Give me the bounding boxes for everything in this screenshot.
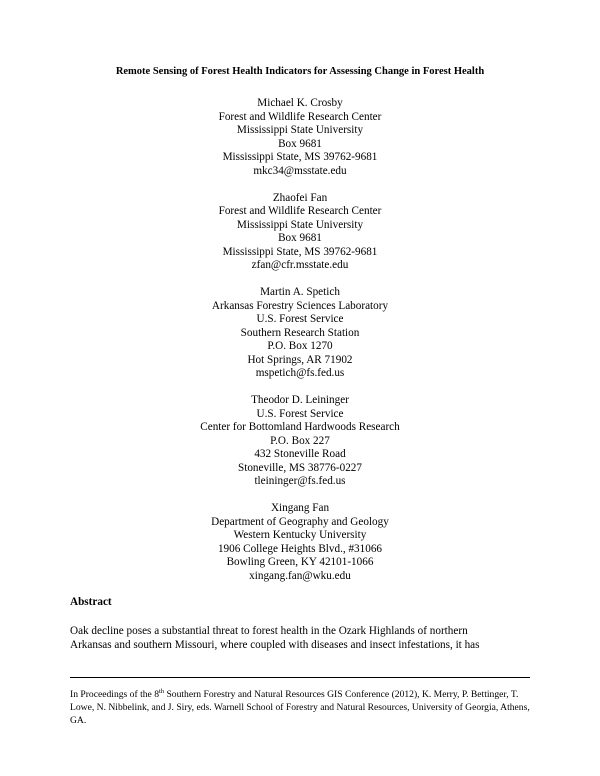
author-address: Hot Springs, AR 71902 — [247, 353, 353, 366]
author-name: Theodor D. Leininger — [251, 394, 349, 406]
author-block — [0, 192, 600, 273]
paper-title: Remote Sensing of Forest Health Indicators for Assessing Change in Forest Health — [115, 66, 485, 77]
author-address: Bowling Green, KY 42101-1066 — [226, 556, 374, 568]
abstract-body — [70, 625, 540, 652]
author-list — [0, 97, 600, 597]
author-affiliation: Forest and Wildlife Research Center — [218, 205, 382, 217]
author-address: P.O. Box 227 — [270, 434, 330, 447]
author-address: P.O. Box 1270 — [267, 340, 333, 352]
author-email: tleininger@fs.fed.us — [254, 475, 346, 487]
author-block — [0, 502, 600, 583]
footnote-text: Southern Forestry and Natural Resources GIS Conference (2012), K. Merry, P. Bettinger, T. Lowe, N. Nibbelink, and J. Siry, eds. Warnell School of Forestry and Natural Resources, University of Georgia, Athens, GA. — [70, 689, 530, 726]
author-affiliation: Department of Geography and Geology — [211, 515, 389, 528]
author-institution: Mississippi State University — [236, 124, 364, 136]
author-name: Martin A. Spetich — [260, 286, 340, 298]
author-address: Mississippi State, MS 39762-9681 — [222, 245, 378, 258]
footnote-ordinal: th — [159, 687, 165, 695]
abstract-heading: Abstract — [70, 596, 112, 608]
author-name: Zhaofei Fan — [272, 191, 328, 204]
author-name: Michael K. Crosby — [257, 97, 343, 109]
author-email: mspetich@fs.fed.us — [255, 367, 345, 379]
author-institution: Southern Research Station — [240, 326, 360, 339]
author-institution: Western Kentucky University — [233, 529, 367, 541]
author-institution: Mississippi State University — [236, 218, 364, 231]
proceedings-footnote — [70, 688, 540, 727]
author-address: 1906 College Heights Blvd., #31066 — [217, 542, 383, 555]
author-affiliation: U.S. Forest Service — [256, 407, 344, 420]
author-affiliation: Arkansas Forestry Sciences Laboratory — [211, 299, 389, 312]
footnote-text: In Proceedings of the 8 — [70, 689, 159, 700]
author-block — [0, 394, 600, 489]
author-institution: U.S. Forest Service — [256, 313, 344, 325]
abstract-line: Arkansas and southern Missouri, where coupled with diseases and insect infestations, it has — [70, 638, 480, 651]
author-address: Mississippi State, MS 39762-9681 — [222, 151, 378, 163]
author-email: mkc34@msstate.edu — [253, 164, 347, 177]
author-email: xingang.fan@wku.edu — [249, 569, 351, 582]
author-email: zfan@cfr.msstate.edu — [251, 259, 349, 271]
author-affiliation: Forest and Wildlife Research Center — [218, 110, 382, 123]
author-name: Xingang Fan — [270, 502, 330, 514]
author-block — [0, 286, 600, 381]
abstract-line: Oak decline poses a substantial threat to forest health in the Ozark Highlands of northern — [70, 625, 468, 637]
author-address: Box 9681 — [278, 137, 322, 150]
author-block — [0, 97, 600, 178]
author-address: Box 9681 — [278, 232, 322, 244]
author-address: 432 Stoneville Road — [254, 448, 346, 460]
author-institution: Center for Bottomland Hardwoods Research — [200, 421, 400, 433]
author-address: Stoneville, MS 38776-0227 — [238, 461, 362, 474]
footnote-divider — [70, 677, 530, 678]
